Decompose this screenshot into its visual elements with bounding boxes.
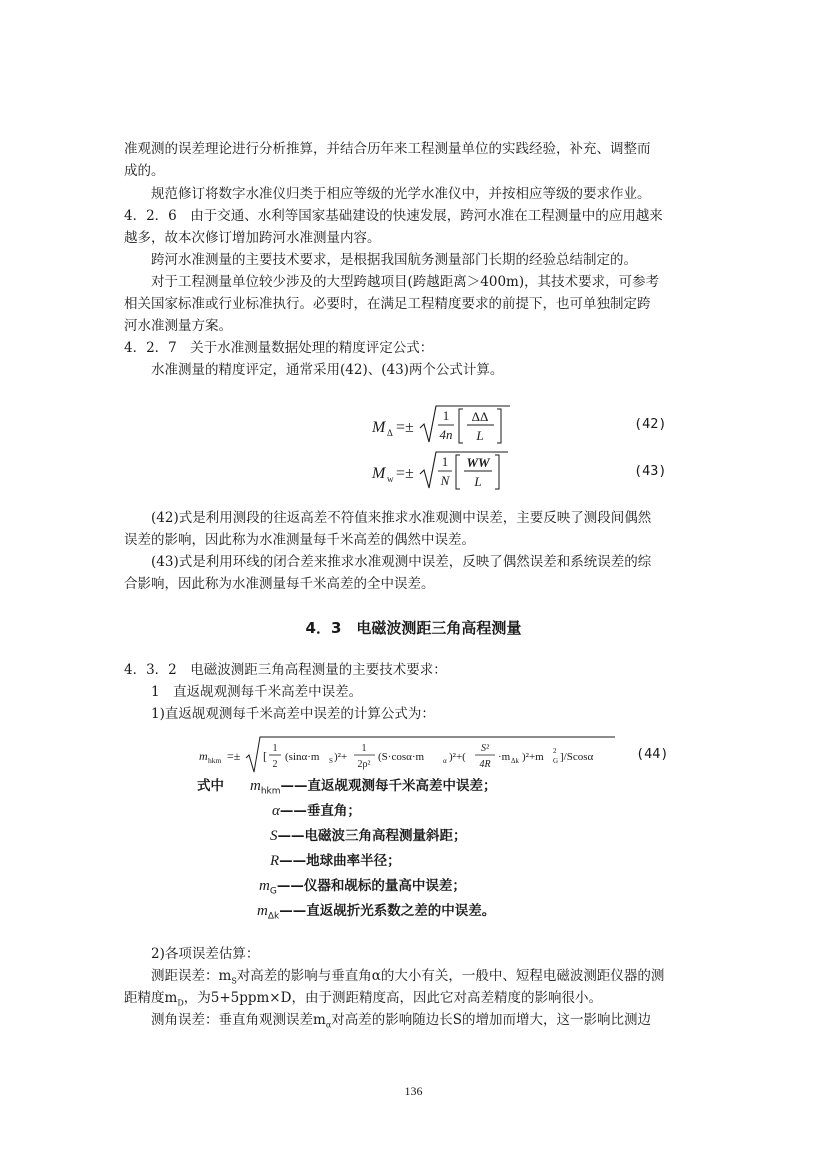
svg-text:m: m — [199, 749, 208, 763]
svg-text:M: M — [372, 419, 386, 436]
section-heading: 4．3 电磁波测距三角高程测量 — [305, 619, 522, 637]
where-item-alpha: α——垂直角； — [272, 803, 361, 819]
svg-text:=±: =± — [396, 465, 414, 482]
paragraph-line: 对于工程测量单位较少涉及的大型跨越项目(跨越距离＞400m)，其技术要求，可参考 — [151, 274, 660, 290]
paragraph-line: 准观测的误差理论进行分析推算，并结合历年来工程测量单位的实践经验，补充、调整而 — [124, 141, 651, 157]
svg-text:)²+(: )²+( — [449, 751, 466, 763]
svg-text:)²+: )²+ — [334, 751, 348, 763]
page-number: 136 — [404, 1084, 423, 1098]
paragraph-line: 测距误差：$m_S$对高差的影响与垂直角α的大小有关，一般中、短程电磁波测距仪器的测 — [151, 968, 665, 986]
paragraph-line: 测角误差：垂直角观测误差$m_\alpha$对高差的影响随边长S的增加而增大，这一影响比测边 — [151, 1012, 651, 1030]
svg-text:S: S — [329, 757, 333, 765]
svg-text:2: 2 — [272, 759, 278, 770]
svg-text:M: M — [372, 465, 386, 482]
svg-text:[: [ — [263, 749, 267, 763]
svg-text:2ρ²: 2ρ² — [357, 759, 371, 770]
svg-text:G: G — [553, 757, 559, 765]
list-item: 1)直返觇观测每千米高差中误差的计算公式为： — [151, 706, 435, 722]
formula-43 — [370, 448, 540, 494]
paragraph-line: 相关国家标准或行业标准执行。必要时，在满足工程精度要求的前提下，也可单独制定跨 — [124, 296, 651, 312]
svg-text:hkm: hkm — [208, 756, 222, 765]
svg-text:N: N — [440, 473, 450, 488]
paragraph-line: 规范修订将数字水准仪归类于相应等级的光学水准仪中，并按相应等级的要求作业。 — [151, 186, 651, 202]
svg-text:w: w — [387, 474, 394, 484]
svg-text:2: 2 — [553, 747, 557, 755]
svg-text:]/Scosα: ]/Scosα — [560, 751, 594, 763]
svg-text:Δ: Δ — [387, 428, 393, 438]
where-item-r: R——地球曲率半径； — [270, 853, 401, 869]
paragraph-line: 河水准测量方案。 — [124, 318, 232, 334]
list-item: 2)各项误差估算： — [151, 946, 260, 962]
equation-number: (44) — [636, 746, 669, 762]
svg-text:1: 1 — [361, 743, 367, 754]
svg-text:α: α — [443, 757, 447, 765]
where-label: 式中 — [197, 778, 224, 794]
svg-text:=±: =± — [227, 749, 241, 763]
svg-text:(sinα·m: (sinα·m — [285, 751, 320, 763]
svg-text:WW: WW — [466, 455, 490, 470]
formula-44 — [197, 734, 622, 778]
clause-4-3-2: 4．3．2 电磁波测距三角高程测量的主要技术要求： — [124, 662, 447, 678]
paragraph-line: 跨河水准测量的主要技术要求，是根据我国航务测量部门长期的经验总结制定的。 — [151, 252, 637, 268]
list-item: 1 直返觇观测每千米高差中误差。 — [151, 684, 363, 700]
svg-text:1: 1 — [442, 408, 450, 423]
svg-text:(S·cosα·m: (S·cosα·m — [378, 751, 425, 763]
paragraph-line: 距精度$m_D$，为5+5ppm×D，由于测距精度高，因此它对高差精度的影响很小。 — [124, 990, 602, 1008]
svg-text:·m: ·m — [498, 751, 511, 763]
clause-4-2-7: 4．2．7 关于水准测量数据处理的精度评定公式： — [124, 340, 434, 356]
paragraph-line: 越多，故本次修订增加跨河水准测量内容。 — [124, 230, 381, 246]
svg-text:L: L — [476, 428, 484, 443]
equation-number: (43) — [634, 463, 667, 479]
svg-text:4n: 4n — [439, 427, 453, 442]
svg-text:1: 1 — [272, 743, 278, 754]
svg-text:=±: =± — [396, 419, 414, 436]
svg-text:ΔΔ: ΔΔ — [471, 409, 489, 424]
formula-42 — [370, 402, 540, 448]
svg-text:Δk: Δk — [511, 757, 520, 765]
where-item-mg: $m_G——$仪器和觇标的量高中误差； — [259, 878, 466, 897]
paragraph-line: (43)式是利用环线的闭合差来推求水准观测中误差，反映了偶然误差和系统误差的综 — [151, 554, 652, 570]
clause-4-2-6: 4．2．6 由于交通、水利等国家基础建设的快速发展，跨河水准在工程测量中的应用越来 — [124, 208, 663, 224]
svg-text:S²: S² — [481, 743, 489, 754]
svg-text:)²+m: )²+m — [522, 751, 544, 763]
paragraph-line: 误差的影响，因此称为水准测量每千米高差的偶然中误差。 — [124, 532, 475, 548]
svg-text:1: 1 — [441, 454, 449, 469]
paragraph-line: (42)式是利用测段的往返高差不符值来推求水准观测中误差，主要反映了测段间偶然 — [151, 510, 652, 526]
svg-text:4R: 4R — [479, 759, 491, 770]
paragraph-line: 合影响，因此称为水准测量每千米高差的全中误差。 — [124, 576, 435, 592]
equation-number: (42) — [634, 416, 667, 432]
paragraph-line: 成的。 — [124, 163, 165, 179]
where-item-mhkm: $m_{hkm}——$直返觇观测每千米高差中误差； — [250, 778, 497, 797]
where-item-s: S——电磁波三角高程测量斜距； — [270, 828, 467, 844]
paragraph-line: 水准测量的精度评定，通常采用(42)、(43)两个公式计算。 — [151, 362, 504, 378]
svg-text:L: L — [474, 474, 482, 489]
where-item-mdk: $m_{\Delta k}——$直返觇折光系数之差的中误差。 — [257, 903, 496, 922]
